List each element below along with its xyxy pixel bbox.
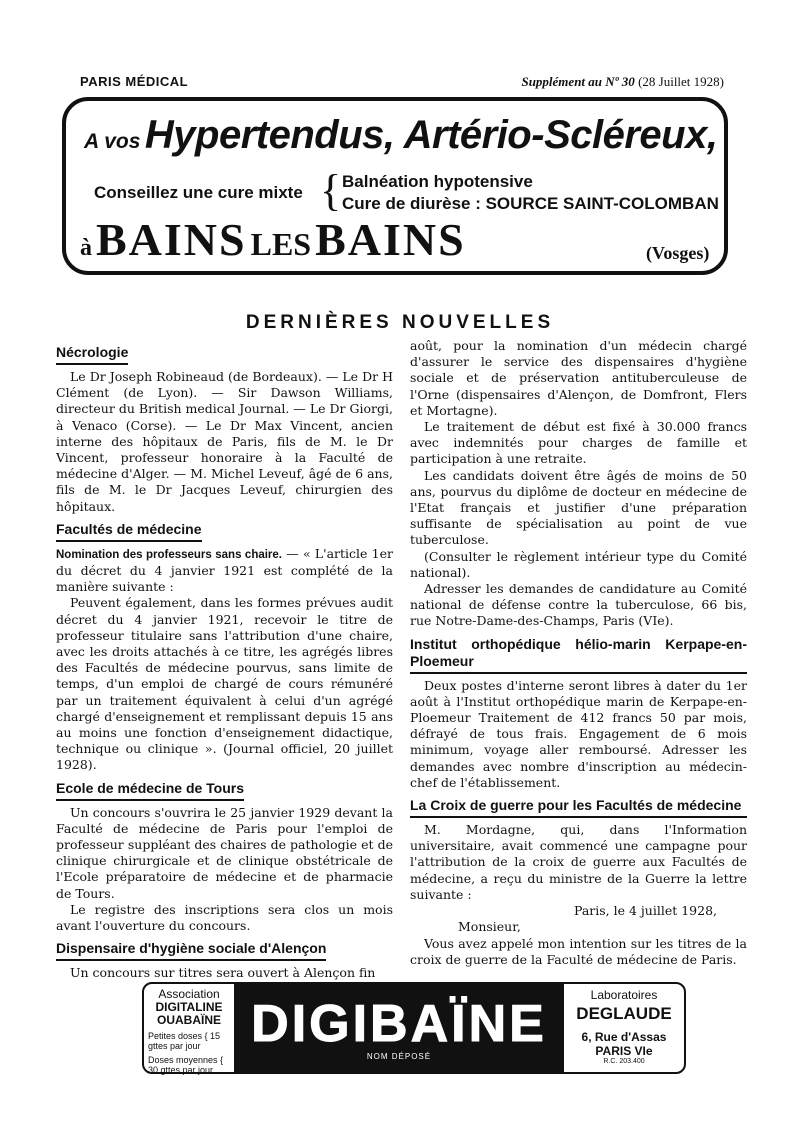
supplement-label: Supplément au Nº 30 (521, 74, 635, 89)
ecole-paragraph-1: Un concours s'ouvrira le 25 janvier 1929 devant la Faculté de médecine de Paris pour l'emploi de professeur suppléant des chaires de pathologie et de clinique chirurgicale et de clinique obstétricale de l'Ecole préparatoire de médecine et de pharmacie de Tours. (56, 804, 393, 901)
ad-headline-text: Hypertendus, Artério-Scléreux, (144, 113, 718, 157)
ad-deglaude: DEGLAUDE (576, 1004, 672, 1023)
ad-doses-moyennes: Doses moyennes { 30 gttes par jour (148, 1055, 224, 1075)
dispensaire-paragraph-1: Un concours sur titres sera ouvert à Alençon fin (70, 965, 376, 981)
ecole-paragraph-2: Le registre des inscriptions sera clos un mois avant l'ouverture du concours. (56, 901, 393, 934)
ad-laboratoires: Laboratoires (590, 988, 658, 1002)
ad-cure-2: Cure de diurèse : SOURCE SAINT-COLOMBAN (342, 194, 719, 213)
dispensaire-paragraph-4: (Consulter le règlement intérieur type du Comité national). (410, 548, 747, 580)
ad-bains-2: BAINS (315, 214, 466, 265)
necrologie-text: Le Dr Joseph Robineaud (de Bordeaux). — Le Dr H Clément (de Lyon). — Sir Dawson Williams, directeur du British medical Journal. — Le Dr Giorgi, à Venaco (Corse). — Le Dr Max Vincent, ancien interne des hôpitaux de Paris, fils de M. le Dr Vincent, professeur honoraire à la Faculté de médecine d'Alger. — M. Michel Leveuf, âgé de 6 ans, fils de M. le Dr Jacques Leveuf, chirurgien des hôpitaux. (56, 369, 393, 514)
croix-letter-date: Paris, le 4 juillet 1928, (573, 903, 717, 919)
ad-city: PARIS VIe (595, 1044, 653, 1058)
ad-nom-depose: NOM DÉPOSÉ (366, 1052, 432, 1061)
ad-right-panel (562, 982, 686, 1074)
facultes-paragraph-1 (56, 546, 393, 596)
dispensaire-paragraph-3: Les candidats doivent être âgés de moins de 50 ans, pourvus du diplôme de docteur en médecine de l'Etat français et justifier d'une préparation suffisante de spécialisation au point de vue tuberculose. (410, 467, 747, 548)
ad-a-vos: A vos (84, 130, 141, 153)
ad-association: Association (158, 987, 220, 1001)
facultes-text-1: — « L'article 1er du décret du 4 janvier 1921 est complété de la manière suivante : (56, 545, 394, 595)
ad-brace: { (320, 166, 342, 215)
dispensaire-paragraph-2: Le traitement de début est fixé à 30.000 francs avec indemnités pour charges de famille et participation à une retraite. (410, 419, 747, 467)
ad-brand-name: DIGIBAÏNE (251, 995, 547, 1053)
running-header-journal: PARIS MÉDICAL (80, 74, 189, 89)
ad-conseillez: Conseillez une cure mixte (94, 183, 303, 202)
ad-place (80, 213, 710, 266)
croix-paragraph-2: Vous avez appelé mon intention sur les titres de la croix de guerre de la Faculté de médecine de Paris. (410, 935, 747, 967)
section-title-dispensaire: Dispensaire d'hygiène sociale d'Alençon (56, 940, 326, 961)
ad-cure-list (342, 171, 719, 215)
section-title-necrologie: Nécrologie (56, 344, 128, 365)
institut-paragraph: Deux postes d'interne seront libres à dater du 1er août à l'Institut orthopédique marin de Kerpape-en-Ploemeur Traitement de 412 francs 50 par mois, défrayé de tous frais. Engagement de 6 mois minimum, voyage aller remboursé. Adresser les demandes avec nombre d'inscription au médecin-chef de l'établissement. (410, 677, 747, 790)
section-title-croix-de-guerre: La Croix de guerre pour les Facultés de médecine (410, 797, 747, 818)
ad-ouabaine: OUABAÏNE (156, 1013, 221, 1027)
croix-paragraph-1: M. Mordagne, qui, dans l'Information universitaire, avait commencé une campagne pour l'attribution de la croix de guerre aux Facultés de médecine, a reçu du ministre de la Guerre la lettre suivante : (410, 822, 747, 902)
ad-digitaline: DIGITALINE (155, 1000, 223, 1014)
dispensaire-paragraph-5: Adresser les demandes de candidature au Comité national de défense contre la tuberculose, 66 bis, rue Notre-Dame-des-Champs, Paris (VIe). (410, 581, 747, 629)
section-title-facultes: Facultés de médecine (56, 521, 202, 542)
ad-address: 6, Rue d'Assas (581, 1030, 667, 1044)
advertisement-digibaine (142, 982, 686, 1074)
ad-rc-number: R.C. 203.400 (603, 1058, 645, 1065)
facultes-subtitle: Nomination des professeurs sans chaire. (56, 548, 283, 561)
ad-brand-panel (236, 982, 562, 1074)
croix-letter-salutation: Monsieur, (458, 919, 521, 935)
left-column (56, 338, 393, 982)
right-column (410, 338, 747, 968)
ad-headline (84, 113, 717, 158)
ad-bains-1: BAINS (96, 214, 247, 265)
running-header-supplement (521, 74, 724, 90)
section-title-institut: Institut orthopédique hélio-marin Kerpape-en-Ploemeur (410, 636, 747, 674)
ad-petites-doses: Petites doses { 15 gttes par jour (148, 1031, 221, 1051)
advertisement-bains-les-bains (62, 97, 728, 275)
section-title-ecole-tours: Ecole de médecine de Tours (56, 780, 244, 801)
facultes-paragraph-2: Peuvent également, dans les formes prévues audit décret du 4 janvier 1921, recevoir le titre de professeur titulaire sans l'attribution d'une chaire, avec les droits attachés à ce titre, les agrégés libres des Facultés de médecine pourvus, sans limite de temps, d'un emploi de chargé de cours rémunéré par un traitement équivalent à celui d'un agrégé chargé d'enseignement et remplissant depuis 15 ans au moins une fonction d'enseignement didactique, technique ou clinique ». (Journal officiel, 20 juillet 1928). (56, 595, 393, 773)
ad-les: LES (250, 226, 312, 262)
ad-left-panel (142, 982, 236, 1074)
ad-vosges: (Vosges) (646, 243, 710, 263)
page-title: DERNIÈRES NOUVELLES (245, 312, 555, 333)
dispensaire-continued: août, pour la nomination d'un médecin chargé d'assurer le service des dispensaires d'hygiène sociale et de préservation antituberculeuse de l'Orne (dispensaires d'Alençon, de Domfront, Flers et Mortagne). (410, 338, 747, 418)
ad-cure-1: Balnéation hypotensive (342, 172, 533, 191)
issue-date: (28 Juillet 1928) (638, 74, 724, 89)
ad-a: à (80, 235, 92, 261)
